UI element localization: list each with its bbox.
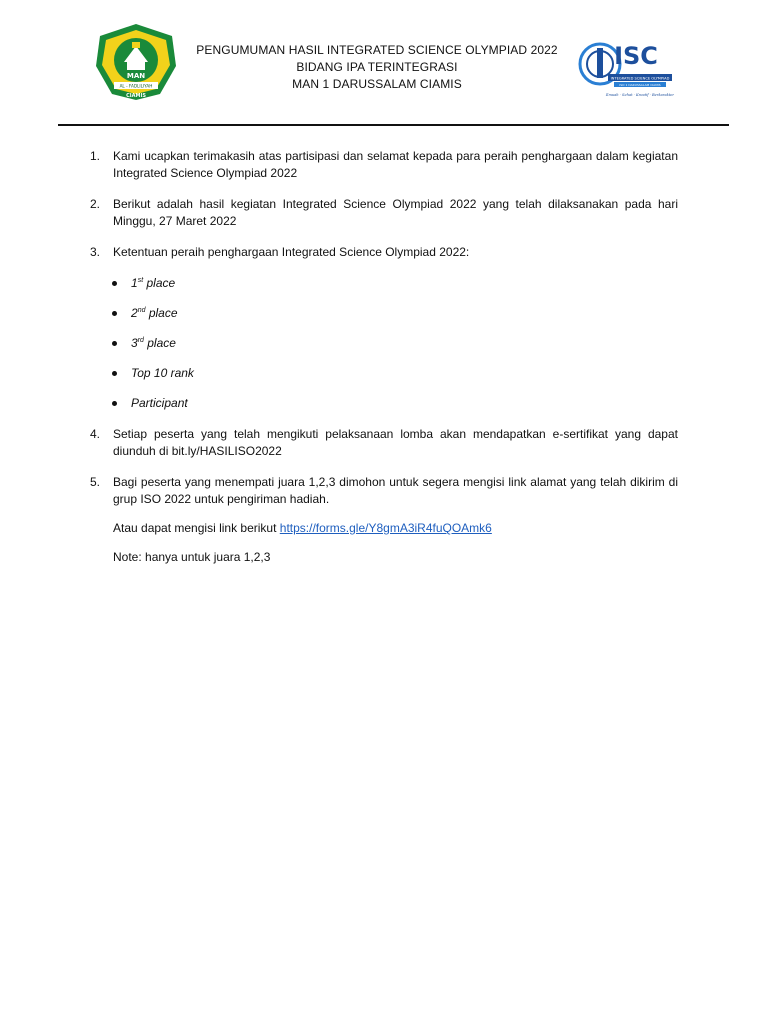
place-item: 3rd place bbox=[113, 335, 678, 352]
list-number: 3. bbox=[90, 245, 101, 259]
header-subtitle: BIDANG IPA TERINTEGRASI bbox=[296, 60, 458, 74]
seal-center-text: MAN bbox=[126, 72, 146, 80]
list-number: 4. bbox=[90, 427, 101, 441]
place-item: 1st place bbox=[113, 275, 678, 292]
list-number: 2. bbox=[90, 197, 101, 211]
place-item: Participant bbox=[113, 395, 678, 412]
school-seal-logo bbox=[94, 22, 178, 102]
announcement-list bbox=[86, 148, 678, 566]
seal-ribbon-text: AL - FADLILIYAH bbox=[119, 83, 153, 89]
form-link-line bbox=[113, 520, 678, 537]
isc-banner-text: INTEGRATED SCIENCE OLYMPIAD bbox=[610, 76, 670, 81]
bullet-icon bbox=[112, 371, 117, 376]
isc-tagline-text: Ilmuah · Sehat · Kreatif · Berkarakter bbox=[605, 93, 674, 97]
list-number: 5. bbox=[90, 475, 101, 489]
list-item bbox=[86, 244, 678, 412]
bullet-icon bbox=[112, 401, 117, 406]
announcement-body bbox=[86, 148, 678, 580]
list-number: 1. bbox=[90, 149, 101, 163]
seal-bottom-text: CIAMIS bbox=[126, 93, 146, 99]
isc-mark-text: ISC bbox=[614, 42, 658, 70]
list-item bbox=[86, 196, 678, 230]
bullet-icon bbox=[112, 341, 117, 346]
award-places-list bbox=[113, 275, 678, 412]
document-header bbox=[190, 42, 564, 93]
list-item bbox=[86, 426, 678, 460]
place-item: 2nd place bbox=[113, 305, 678, 322]
list-item bbox=[86, 474, 678, 566]
place-item: Top 10 rank bbox=[113, 365, 678, 382]
prize-form-link[interactable]: https://forms.gle/Y8gmA3iR4fuQOAmk6 bbox=[279, 521, 492, 535]
list-item bbox=[86, 148, 678, 182]
list-text: Kami ucapkan terimakasih atas partisipasi dan selamat kepada para peraih penghargaan dalam kegiatan Integrated Science Olympiad 2022 bbox=[113, 149, 678, 180]
isc-subbanner-text: ISO 1 DARUSSALAM CIAMIS bbox=[619, 83, 661, 87]
header-title: PENGUMUMAN HASIL INTEGRATED SCIENCE OLYMPIAD 2022 bbox=[196, 43, 558, 57]
bullet-icon bbox=[112, 281, 117, 286]
list-text: Setiap peserta yang telah mengikuti pelaksanaan lomba akan mendapatkan e-sertifikat yang dapat diunduh di bit.ly/HASILISO2022 bbox=[113, 427, 678, 458]
isc-logo bbox=[578, 34, 674, 104]
winners-note: Note: hanya untuk juara 1,2,3 bbox=[113, 550, 271, 564]
header-institution: MAN 1 DARUSSALAM CIAMIS bbox=[292, 77, 462, 91]
header-divider bbox=[58, 124, 729, 126]
bullet-icon bbox=[112, 311, 117, 316]
list-text: Berikut adalah hasil kegiatan Integrated Science Olympiad 2022 yang telah dilaksanakan pada hari Minggu, 27 Maret 2022 bbox=[113, 197, 678, 228]
list-text: Ketentuan peraih penghargaan Integrated Science Olympiad 2022: bbox=[113, 245, 470, 259]
link-prefix: Atau dapat mengisi link berikut bbox=[113, 521, 280, 535]
list-text: Bagi peserta yang menempati juara 1,2,3 dimohon untuk segera mengisi link alamat yang telah dikirim di grup ISO 2022 untuk pengiriman hadiah. bbox=[113, 475, 678, 506]
